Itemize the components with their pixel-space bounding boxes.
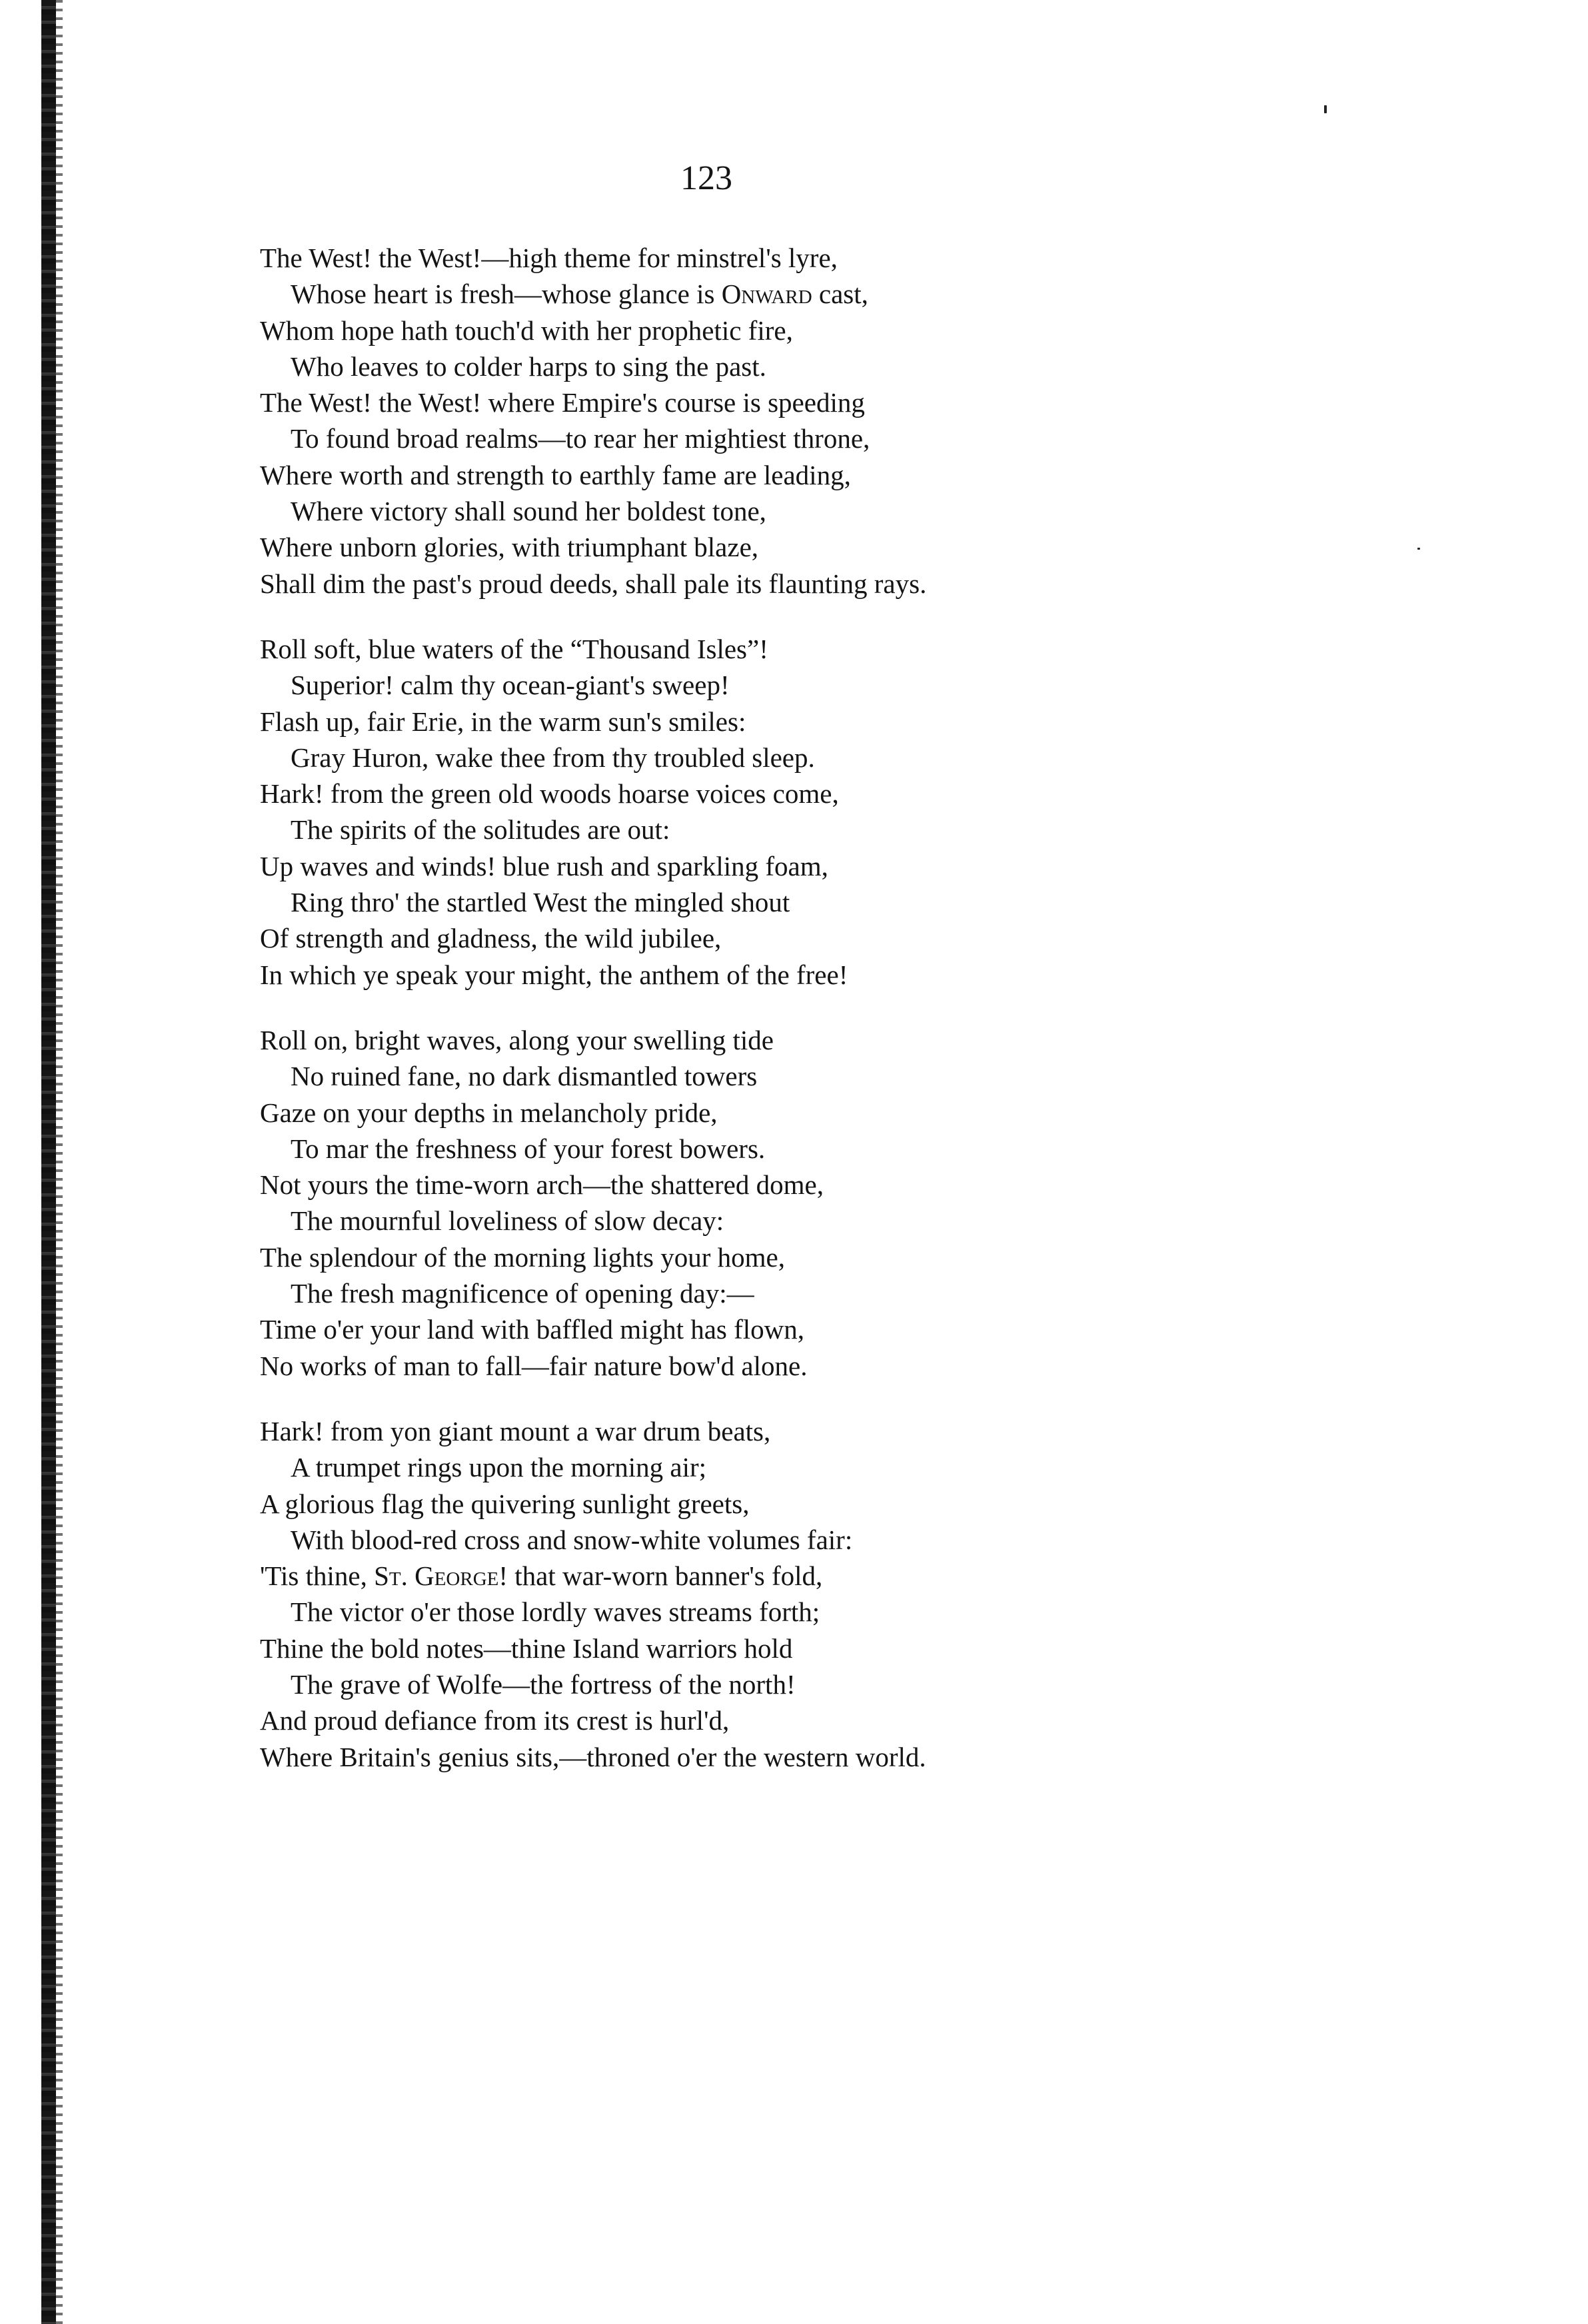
poem-line: The victor o'er those lordly waves streams forth; [291, 1596, 820, 1628]
poem-line: No ruined fane, no dark dismantled towers [291, 1061, 758, 1092]
poem-line: Hark! from yon giant mount a war drum beats, [260, 1415, 771, 1447]
poem-line: Time o'er your land with baffled might has flown, [260, 1314, 805, 1345]
stanza [260, 1022, 1326, 1384]
poem-line: To mar the freshness of your forest bowers. [291, 1133, 766, 1164]
poem-body [260, 240, 1326, 1804]
poem-line: With blood-red cross and snow-white volumes fair: [291, 1524, 853, 1555]
page-number: 123 [680, 159, 732, 197]
poem-line: The mournful loveliness of slow decay: [291, 1205, 724, 1237]
poem-line: Who leaves to colder harps to sing the past. [291, 350, 766, 382]
poem-line: No works of man to fall—fair nature bow'd alone. [260, 1350, 808, 1381]
poem-line: Whose heart is fresh—whose glance is Onward cast, [291, 279, 868, 310]
poem-line: A trumpet rings upon the morning air; [291, 1452, 707, 1483]
poem-line: Thine the bold notes—thine Island warriors hold [260, 1632, 793, 1664]
poem-line: 'Tis thine, St. George! that war-worn banner's fold, [260, 1560, 823, 1592]
poem-line: Where Britain's genius sits,—throned o'er the western world. [260, 1741, 926, 1772]
poem-line: In which ye speak your might, the anthem of the free! [260, 959, 848, 990]
ink-speck [1324, 105, 1327, 113]
poem-line: The grave of Wolfe—the fortress of the north! [291, 1668, 796, 1700]
poem-line: Where worth and strength to earthly fame are leading, [260, 459, 851, 490]
stanza [260, 240, 1326, 602]
poem-line: Of strength and gladness, the wild jubilee, [260, 923, 722, 954]
poem-line: Roll soft, blue waters of the “Thousand Isles”! [260, 633, 768, 664]
poem-line: Up waves and winds! blue rush and sparkling foam, [260, 850, 828, 881]
small-caps-word: Onward [721, 279, 812, 310]
book-binding-edge [41, 0, 56, 2324]
poem-line: The splendour of the morning lights your home, [260, 1241, 785, 1273]
poem-line: Where victory shall sound her boldest tone, [291, 496, 766, 527]
poem-line: Flash up, fair Erie, in the warm sun's smiles: [260, 706, 746, 737]
poem-line: Whom hope hath touch'd with her prophetic fire, [260, 314, 793, 346]
small-caps-word: St. George [374, 1560, 499, 1592]
ink-speck [1417, 548, 1420, 550]
poem-line: Hark! from the green old woods hoarse voices come, [260, 778, 839, 810]
poem-line: Gray Huron, wake thee from thy troubled sleep. [291, 742, 815, 773]
poem-line: The West! the West! where Empire's course is speeding [260, 387, 865, 418]
poem-line: Not yours the time-worn arch—the shattered dome, [260, 1169, 824, 1201]
poem-line: Superior! calm thy ocean-giant's sweep! [291, 670, 730, 701]
poem-line: Where unborn glories, with triumphant blaze, [260, 532, 759, 563]
stanza [260, 1413, 1326, 1775]
poem-line: The fresh magnificence of opening day:— [291, 1278, 754, 1309]
poem-line: To found broad realms—to rear her mightiest throne, [291, 423, 870, 454]
poem-line: Gaze on your depths in melancholy pride, [260, 1097, 718, 1128]
poem-line: Roll on, bright waves, along your swelling tide [260, 1024, 774, 1055]
poem-line: The spirits of the solitudes are out: [291, 814, 670, 846]
poem-line: And proud defiance from its crest is hurl'd, [260, 1705, 730, 1736]
poem-line: Shall dim the past's proud deeds, shall pale its flaunting rays. [260, 568, 927, 599]
poem-line: The West! the West!—high theme for minstrel's lyre, [260, 243, 838, 273]
stanza [260, 631, 1326, 993]
poem-line: Ring thro' the startled West the mingled shout [291, 887, 790, 918]
poem-line: A glorious flag the quivering sunlight greets, [260, 1488, 750, 1519]
